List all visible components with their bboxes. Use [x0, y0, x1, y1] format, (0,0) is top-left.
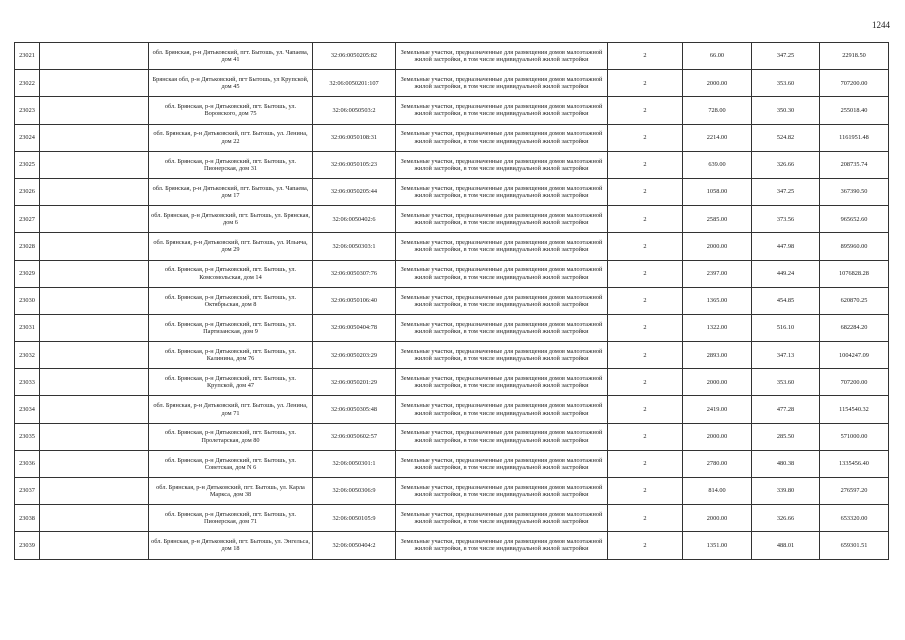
- cadastral-value-cell: 965652.60: [820, 206, 889, 233]
- land-use-cell: Земельные участки, предназначенные для размещения домов малоэтажной жилой застройки, в том числе индивидуальной жилой застройки: [396, 43, 608, 70]
- empty-cell: [40, 478, 149, 505]
- table-row: [15, 43, 889, 70]
- specific-value-cell: 285.50: [752, 423, 820, 450]
- land-use-cell: Земельные участки, предназначенные для размещения домов малоэтажной жилой застройки, в том числе индивидуальной жилой застройки: [396, 396, 608, 423]
- row-number: 23032: [15, 342, 40, 369]
- empty-cell: [40, 206, 149, 233]
- table-row: [15, 233, 889, 260]
- area-cell: 2893.00: [683, 342, 752, 369]
- category-cell: 2: [608, 478, 683, 505]
- cadastral-value-cell: 208735.74: [820, 151, 889, 178]
- area-cell: 2397.00: [683, 260, 752, 287]
- specific-value-cell: 326.66: [752, 151, 820, 178]
- category-cell: 2: [608, 505, 683, 532]
- empty-cell: [40, 97, 149, 124]
- specific-value-cell: 350.30: [752, 97, 820, 124]
- cadastral-number-cell: 32:06:0050301:1: [313, 450, 396, 477]
- empty-cell: [40, 287, 149, 314]
- address-cell: обл. Брянская, р-н Дятьковский, пгт. Бытошь, ул. Советская, дом N 6: [149, 450, 313, 477]
- row-number: 23039: [15, 532, 40, 559]
- category-cell: 2: [608, 151, 683, 178]
- area-cell: 2000.00: [683, 423, 752, 450]
- category-cell: 2: [608, 206, 683, 233]
- cadastral-value-table: [14, 42, 889, 560]
- row-number: 23026: [15, 178, 40, 205]
- cadastral-number-cell: 32:06:0050307:76: [313, 260, 396, 287]
- cadastral-value-cell: 1076828.28: [820, 260, 889, 287]
- category-cell: 2: [608, 43, 683, 70]
- specific-value-cell: 454.85: [752, 287, 820, 314]
- empty-cell: [40, 314, 149, 341]
- land-use-cell: Земельные участки, предназначенные для размещения домов малоэтажной жилой застройки, в том числе индивидуальной жилой застройки: [396, 478, 608, 505]
- land-use-cell: Земельные участки, предназначенные для размещения домов малоэтажной жилой застройки, в том числе индивидуальной жилой застройки: [396, 70, 608, 97]
- table-body: [15, 43, 889, 560]
- cadastral-number-cell: 32:06:0050402:6: [313, 206, 396, 233]
- table-row: [15, 532, 889, 559]
- cadastral-value-cell: 276597.20: [820, 478, 889, 505]
- address-cell: Брянская обл, р-н Дятьковский, пгт Бытошь, ул Крупской, дом 45: [149, 70, 313, 97]
- cadastral-value-cell: 895960.00: [820, 233, 889, 260]
- cadastral-number-cell: 32:06:0050201:107: [313, 70, 396, 97]
- empty-cell: [40, 260, 149, 287]
- table-row: [15, 206, 889, 233]
- cadastral-number-cell: 32:06:0050106:40: [313, 287, 396, 314]
- empty-cell: [40, 532, 149, 559]
- cadastral-number-cell: 32:06:0050602:57: [313, 423, 396, 450]
- cadastral-number-cell: 32:06:0050108:31: [313, 124, 396, 151]
- land-use-cell: Земельные участки, предназначенные для размещения домов малоэтажной жилой застройки, в том числе индивидуальной жилой застройки: [396, 260, 608, 287]
- address-cell: обл. Брянская, р-н Дятьковский, пгт. Бытошь, ул. Энгельса, дом 18: [149, 532, 313, 559]
- cadastral-value-cell: 707200.00: [820, 70, 889, 97]
- table-row: [15, 70, 889, 97]
- table-row: [15, 423, 889, 450]
- empty-cell: [40, 450, 149, 477]
- cadastral-value-cell: 1004247.09: [820, 342, 889, 369]
- empty-cell: [40, 505, 149, 532]
- area-cell: 2419.00: [683, 396, 752, 423]
- address-cell: обл. Брянская, р-н Дятьковский, пгт. Бытошь, ул. Пионерская, дом 31: [149, 151, 313, 178]
- cadastral-value-cell: 1154540.32: [820, 396, 889, 423]
- cadastral-number-cell: 32:06:0050205:44: [313, 178, 396, 205]
- specific-value-cell: 516.10: [752, 314, 820, 341]
- specific-value-cell: 373.56: [752, 206, 820, 233]
- category-cell: 2: [608, 450, 683, 477]
- row-number: 23024: [15, 124, 40, 151]
- empty-cell: [40, 43, 149, 70]
- category-cell: 2: [608, 124, 683, 151]
- address-cell: обл. Брянская, р-н Дятьковский, пгт. Бытошь, ул. Ленина, дом 71: [149, 396, 313, 423]
- row-number: 23028: [15, 233, 40, 260]
- row-number: 23033: [15, 369, 40, 396]
- empty-cell: [40, 124, 149, 151]
- address-cell: обл. Брянская, р-н Дятьковский, пгт. Бытошь, ул. Пионерская, дом 71: [149, 505, 313, 532]
- table-row: [15, 124, 889, 151]
- specific-value-cell: 477.28: [752, 396, 820, 423]
- table-row: [15, 97, 889, 124]
- cadastral-number-cell: 32:06:0050205:82: [313, 43, 396, 70]
- table-row: [15, 478, 889, 505]
- land-use-cell: Земельные участки, предназначенные для размещения домов малоэтажной жилой застройки, в том числе индивидуальной жилой застройки: [396, 505, 608, 532]
- area-cell: 2214.00: [683, 124, 752, 151]
- area-cell: 1322.00: [683, 314, 752, 341]
- empty-cell: [40, 396, 149, 423]
- specific-value-cell: 347.25: [752, 43, 820, 70]
- cadastral-number-cell: 32:06:0050105:23: [313, 151, 396, 178]
- area-cell: 1365.00: [683, 287, 752, 314]
- land-use-cell: Земельные участки, предназначенные для размещения домов малоэтажной жилой застройки, в том числе индивидуальной жилой застройки: [396, 342, 608, 369]
- area-cell: 2000.00: [683, 505, 752, 532]
- table-row: [15, 505, 889, 532]
- category-cell: 2: [608, 396, 683, 423]
- specific-value-cell: 480.38: [752, 450, 820, 477]
- cadastral-value-cell: 1335456.40: [820, 450, 889, 477]
- specific-value-cell: 488.01: [752, 532, 820, 559]
- land-use-cell: Земельные участки, предназначенные для размещения домов малоэтажной жилой застройки, в том числе индивидуальной жилой застройки: [396, 97, 608, 124]
- empty-cell: [40, 423, 149, 450]
- address-cell: обл. Брянская, р-н Дятьковский, пгт. Бытошь, ул. Чапаева, дом 17: [149, 178, 313, 205]
- cadastral-number-cell: 32:06:0050305:48: [313, 396, 396, 423]
- land-use-cell: Земельные участки, предназначенные для размещения домов малоэтажной жилой застройки, в том числе индивидуальной жилой застройки: [396, 233, 608, 260]
- category-cell: 2: [608, 233, 683, 260]
- specific-value-cell: 339.80: [752, 478, 820, 505]
- address-cell: обл. Брянская, р-н Дятьковский, пгт. Бытошь, ул. Воровского, дом 75: [149, 97, 313, 124]
- specific-value-cell: 524.82: [752, 124, 820, 151]
- row-number: 23038: [15, 505, 40, 532]
- land-use-cell: Земельные участки, предназначенные для размещения домов малоэтажной жилой застройки, в том числе индивидуальной жилой застройки: [396, 423, 608, 450]
- table-row: [15, 260, 889, 287]
- area-cell: 2000.00: [683, 233, 752, 260]
- address-cell: обл. Брянская, р-н Дятьковский, пгт. Бытошь, ул. Крупской, дом 47: [149, 369, 313, 396]
- cadastral-value-cell: 22918.50: [820, 43, 889, 70]
- table-row: [15, 151, 889, 178]
- row-number: 23027: [15, 206, 40, 233]
- row-number: 23029: [15, 260, 40, 287]
- empty-cell: [40, 369, 149, 396]
- empty-cell: [40, 151, 149, 178]
- category-cell: 2: [608, 260, 683, 287]
- area-cell: 2585.00: [683, 206, 752, 233]
- row-number: 23030: [15, 287, 40, 314]
- row-number: 23031: [15, 314, 40, 341]
- empty-cell: [40, 342, 149, 369]
- category-cell: 2: [608, 532, 683, 559]
- area-cell: 66.00: [683, 43, 752, 70]
- table-row: [15, 178, 889, 205]
- cadastral-value-cell: 653320.00: [820, 505, 889, 532]
- cadastral-number-cell: 32:06:0050203:29: [313, 342, 396, 369]
- land-use-cell: Земельные участки, предназначенные для размещения домов малоэтажной жилой застройки, в том числе индивидуальной жилой застройки: [396, 314, 608, 341]
- address-cell: обл. Брянская, р-н Дятьковский, пгт. Бытошь, ул. Брянская, дом 6: [149, 206, 313, 233]
- specific-value-cell: 447.98: [752, 233, 820, 260]
- empty-cell: [40, 70, 149, 97]
- cadastral-value-cell: 620870.25: [820, 287, 889, 314]
- cadastral-value-cell: 682284.20: [820, 314, 889, 341]
- row-number: 23023: [15, 97, 40, 124]
- table-row: [15, 342, 889, 369]
- category-cell: 2: [608, 342, 683, 369]
- area-cell: 2000.00: [683, 70, 752, 97]
- row-number: 23025: [15, 151, 40, 178]
- row-number: 23035: [15, 423, 40, 450]
- cadastral-value-cell: 367390.50: [820, 178, 889, 205]
- land-use-cell: Земельные участки, предназначенные для размещения домов малоэтажной жилой застройки, в том числе индивидуальной жилой застройки: [396, 124, 608, 151]
- specific-value-cell: 347.25: [752, 178, 820, 205]
- specific-value-cell: 326.66: [752, 505, 820, 532]
- row-number: 23037: [15, 478, 40, 505]
- land-use-cell: Земельные участки, предназначенные для размещения домов малоэтажной жилой застройки, в том числе индивидуальной жилой застройки: [396, 206, 608, 233]
- area-cell: 728.00: [683, 97, 752, 124]
- address-cell: обл. Брянская, р-н Дятьковский, пгт. Бытошь, ул. Ленина, дом 22: [149, 124, 313, 151]
- category-cell: 2: [608, 314, 683, 341]
- cadastral-value-cell: 659301.51: [820, 532, 889, 559]
- category-cell: 2: [608, 97, 683, 124]
- area-cell: 2000.00: [683, 369, 752, 396]
- cadastral-number-cell: 32:06:0050105:9: [313, 505, 396, 532]
- land-use-cell: Земельные участки, предназначенные для размещения домов малоэтажной жилой застройки, в том числе индивидуальной жилой застройки: [396, 450, 608, 477]
- row-number: 23034: [15, 396, 40, 423]
- cadastral-number-cell: 32:06:0050503:2: [313, 97, 396, 124]
- cadastral-value-cell: 255018.40: [820, 97, 889, 124]
- table-row: [15, 396, 889, 423]
- category-cell: 2: [608, 423, 683, 450]
- cadastral-number-cell: 32:06:0050303:1: [313, 233, 396, 260]
- specific-value-cell: 347.13: [752, 342, 820, 369]
- land-use-cell: Земельные участки, предназначенные для размещения домов малоэтажной жилой застройки, в том числе индивидуальной жилой застройки: [396, 151, 608, 178]
- area-cell: 639.00: [683, 151, 752, 178]
- cadastral-number-cell: 32:06:0050306:9: [313, 478, 396, 505]
- specific-value-cell: 449.24: [752, 260, 820, 287]
- address-cell: обл. Брянская, р-н Дятьковский, пгт. Бытошь, ул. Пролетарская, дом 80: [149, 423, 313, 450]
- category-cell: 2: [608, 70, 683, 97]
- area-cell: 814.00: [683, 478, 752, 505]
- specific-value-cell: 353.60: [752, 70, 820, 97]
- table-row: [15, 287, 889, 314]
- cadastral-value-cell: 1161951.48: [820, 124, 889, 151]
- table-row: [15, 314, 889, 341]
- land-use-cell: Земельные участки, предназначенные для размещения домов малоэтажной жилой застройки, в том числе индивидуальной жилой застройки: [396, 178, 608, 205]
- area-cell: 2780.00: [683, 450, 752, 477]
- cadastral-number-cell: 32:06:0050404:78: [313, 314, 396, 341]
- empty-cell: [40, 233, 149, 260]
- cadastral-number-cell: 32:06:0050404:2: [313, 532, 396, 559]
- table-row: [15, 369, 889, 396]
- address-cell: обл. Брянская, р-н Дятьковский, пгт. Бытошь, ул. Комсомольская, дом 14: [149, 260, 313, 287]
- category-cell: 2: [608, 369, 683, 396]
- cadastral-value-cell: 707200.00: [820, 369, 889, 396]
- address-cell: обл. Брянская, р-н Дятьковский, пгт. Бытошь, ул. Ильича, дом 29: [149, 233, 313, 260]
- address-cell: обл. Брянская, р-н Дятьковский, пгт. Бытошь, ул. Карла Маркса, дом 38: [149, 478, 313, 505]
- address-cell: обл. Брянская, р-н Дятьковский, пгт. Бытошь, ул. Партизанская, дом 9: [149, 314, 313, 341]
- table-row: [15, 450, 889, 477]
- empty-cell: [40, 178, 149, 205]
- cadastral-number-cell: 32:06:0050201:29: [313, 369, 396, 396]
- address-cell: обл. Брянская, р-н Дятьковский, пгт. Бытошь, ул. Чапаева, дом 41: [149, 43, 313, 70]
- address-cell: обл. Брянская, р-н Дятьковский, пгт. Бытошь, ул. Калинина, дом 76: [149, 342, 313, 369]
- land-use-cell: Земельные участки, предназначенные для размещения домов малоэтажной жилой застройки, в том числе индивидуальной жилой застройки: [396, 287, 608, 314]
- cadastral-value-cell: 571000.00: [820, 423, 889, 450]
- row-number: 23021: [15, 43, 40, 70]
- row-number: 23022: [15, 70, 40, 97]
- category-cell: 2: [608, 287, 683, 314]
- address-cell: обл. Брянская, р-н Дятьковский, пгт. Бытошь, ул. Октябрьская, дом 8: [149, 287, 313, 314]
- land-use-cell: Земельные участки, предназначенные для размещения домов малоэтажной жилой застройки, в том числе индивидуальной жилой застройки: [396, 369, 608, 396]
- land-use-cell: Земельные участки, предназначенные для размещения домов малоэтажной жилой застройки, в том числе индивидуальной жилой застройки: [396, 532, 608, 559]
- area-cell: 1351.00: [683, 532, 752, 559]
- area-cell: 1058.00: [683, 178, 752, 205]
- category-cell: 2: [608, 178, 683, 205]
- specific-value-cell: 353.60: [752, 369, 820, 396]
- row-number: 23036: [15, 450, 40, 477]
- page-number: 1244: [872, 20, 890, 30]
